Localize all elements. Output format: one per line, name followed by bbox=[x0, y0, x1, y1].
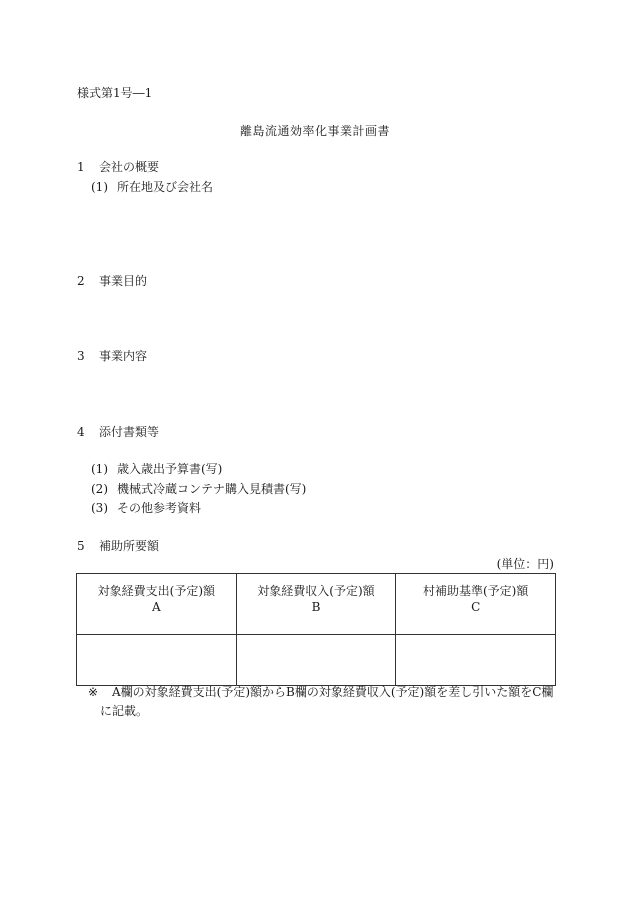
section-1-1-heading bbox=[91, 180, 213, 194]
table-header-cell bbox=[236, 574, 396, 635]
header-label: 村補助基準(予定)額 bbox=[422, 584, 529, 598]
section-1-heading bbox=[77, 160, 159, 174]
attachment-label: その他参考資料 bbox=[117, 501, 202, 515]
value-cell-c bbox=[396, 635, 556, 686]
section-number: 3 bbox=[77, 349, 85, 363]
header-code: B bbox=[311, 600, 321, 614]
attachment-number: (1) bbox=[91, 462, 108, 476]
attachment-item bbox=[91, 482, 306, 496]
attachment-label: 歳入歳出予算書(写) bbox=[117, 462, 223, 476]
section-4-heading bbox=[77, 425, 159, 439]
section-number: 4 bbox=[77, 425, 85, 439]
section-label: 事業目的 bbox=[99, 274, 148, 288]
header-label: 対象経費収入(予定)額 bbox=[257, 584, 375, 598]
subsidy-table bbox=[76, 573, 556, 686]
attachment-number: (2) bbox=[91, 482, 108, 496]
attachment-label: 機械式冷蔵コンテナ購入見積書(写) bbox=[117, 482, 307, 496]
section-label: 添付書類等 bbox=[99, 425, 160, 439]
section-number: 5 bbox=[77, 539, 85, 553]
attachment-number: (3) bbox=[91, 501, 108, 515]
table-header-cell bbox=[77, 574, 237, 635]
header-label: 対象経費支出(予定)額 bbox=[97, 584, 216, 598]
section-number: 2 bbox=[77, 274, 85, 288]
subsection-label: 所在地及び会社名 bbox=[117, 180, 214, 194]
form-number: 様式第1号―1 bbox=[77, 86, 153, 100]
document-title: 離島流通効率化事業計画書 bbox=[239, 124, 390, 138]
note-line-1: A欄の対象経費支出(予定)額からB欄の対象経費収入(予定)額を差し引いた額をC欄 bbox=[112, 685, 554, 699]
section-label: 会社の概要 bbox=[99, 160, 160, 174]
note-mark: ※ bbox=[88, 685, 99, 699]
value-cell-b bbox=[236, 635, 396, 686]
section-3-heading bbox=[77, 349, 147, 363]
header-code: A bbox=[151, 600, 161, 614]
subsection-number: (1) bbox=[91, 180, 108, 194]
section-number: 1 bbox=[77, 160, 85, 174]
note-line-2: に記載。 bbox=[100, 704, 149, 718]
attachment-item bbox=[91, 501, 201, 515]
table-header-cell bbox=[396, 574, 556, 635]
header-code: C bbox=[471, 600, 481, 614]
footnote bbox=[88, 683, 558, 721]
table-row bbox=[77, 635, 556, 686]
section-label: 事業内容 bbox=[99, 349, 148, 363]
section-2-heading bbox=[77, 274, 147, 288]
unit-label: (単位：円) bbox=[496, 557, 554, 571]
table-header-row bbox=[77, 574, 556, 635]
value-cell-a bbox=[77, 635, 237, 686]
section-label: 補助所要額 bbox=[99, 539, 160, 553]
attachment-item bbox=[91, 462, 222, 476]
section-5-heading bbox=[77, 539, 159, 553]
